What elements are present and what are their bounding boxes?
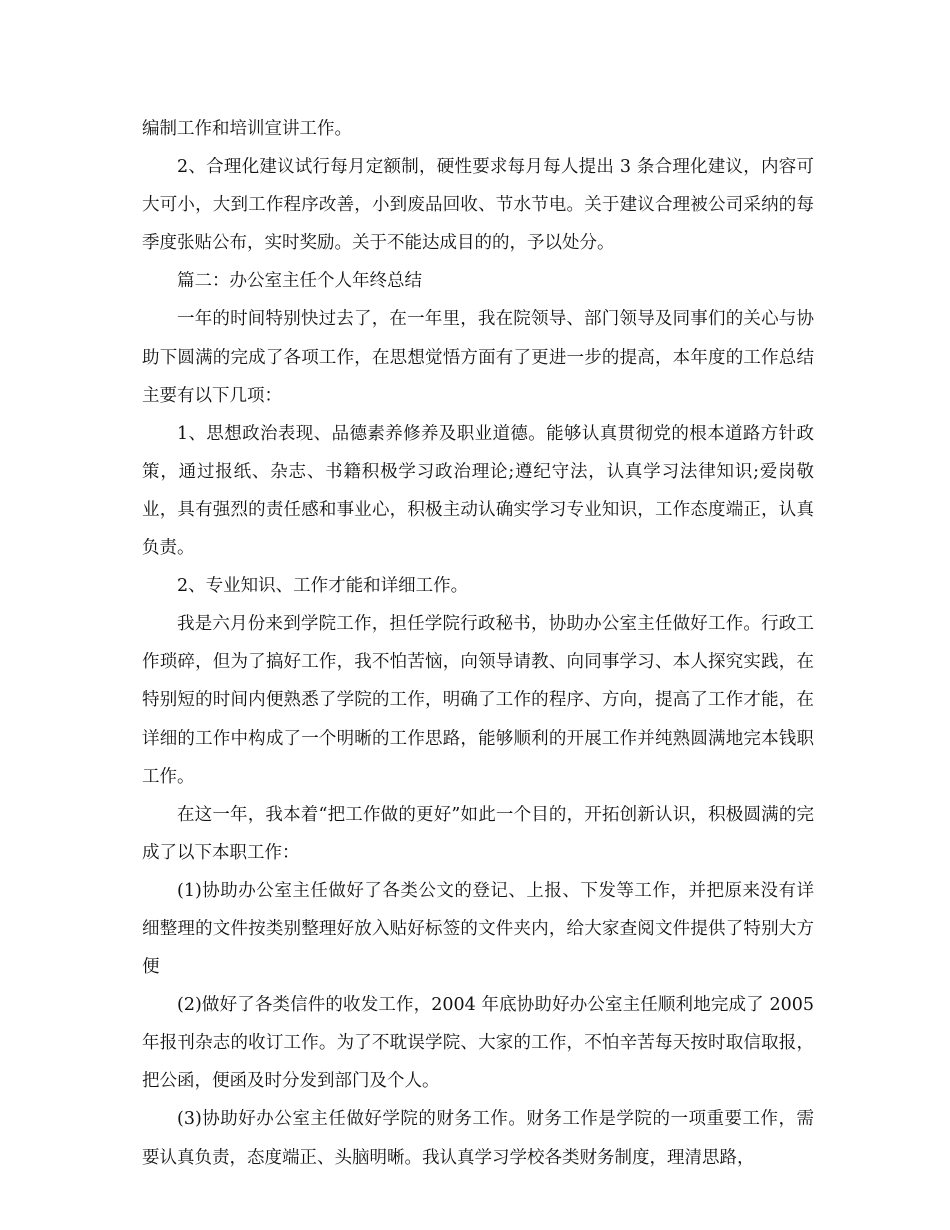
paragraph-professional-heading: 2、专业知识、工作才能和详细工作。	[177, 576, 469, 597]
list-item-1: (1)协助办公室主任做好了各类公文的登记、上报、下发等工作，并把原来没有详细整理的文件按类别整理好放入贴好标签的文件夹内，给大家查阅文件提供了特别大方便	[142, 880, 814, 978]
paragraph-political: 1、思想政治表现、品德素养修养及职业道德。能够认真贯彻党的根本道路方针政策，通过报纸、杂志、书籍积极学习政治理论;遵纪守法，认真学习法律知识;爱岗敬业，具有强烈的责任感和事业心，积极主动认确实学习专业知识，工作态度端正，认真负责。	[142, 423, 814, 559]
paragraph-work-experience: 我是六月份来到学院工作，担任学院行政秘书，协助办公室主任做好工作。行政工作琐碎，但为了搞好工作，我不怕苦恼，向领导请教、向同事学习、本人探究实践，在特别短的时间内便熟悉了学院的工作，明确了工作的程序、方向，提高了工作才能，在详细的工作中构成了一个明晰的工作思路，能够顺利的开展工作并纯熟圆满地完本钱职工作。	[142, 614, 814, 787]
paragraph-continuation: 编制工作和培训宣讲工作。	[142, 119, 352, 139]
section-heading: 篇二：办公室主任个人年终总结	[177, 271, 422, 292]
paragraph-intro: 一年的时间特别快过去了，在一年里，我在院领导、部门领导及同事们的关心与协助下圆满的完成了各项工作，在思想觉悟方面有了更进一步的提高，本年度的工作总结主要有以下几项：	[142, 309, 814, 406]
list-item-2: (2)做好了各类信件的收发工作，2004 年底协助好办公室主任顺利地完成了 2005 年报刊杂志的收订工作。为了不耽误学院、大家的工作，不怕辛苦每天按时取信取报，把公函，便函及时分发到部门及个人。	[142, 995, 814, 1092]
list-item-3: (3)协助好办公室主任做好学院的财务工作。财务工作是学院的一项重要工作，需要认真负责，态度端正、头脑明晰。我认真学习学校各类财务制度，理清思路，	[142, 1109, 814, 1168]
paragraph-this-year: 在这一年，我本着“把工作做的更好”如此一个目的，开拓创新认识，积极圆满的完成了以下本职工作：	[142, 804, 814, 863]
paragraph-suggestion-quota: 2、合理化建议试行每月定额制，硬性要求每月每人提出 3 条合理化建议，内容可大可小，大到工作程序改善，小到废品回收、节水节电。关于建议合理被公司采纳的每季度张贴公布，实时奖励。关于不能达成目的的，予以处分。	[142, 157, 814, 254]
document-body	[142, 110, 814, 1177]
